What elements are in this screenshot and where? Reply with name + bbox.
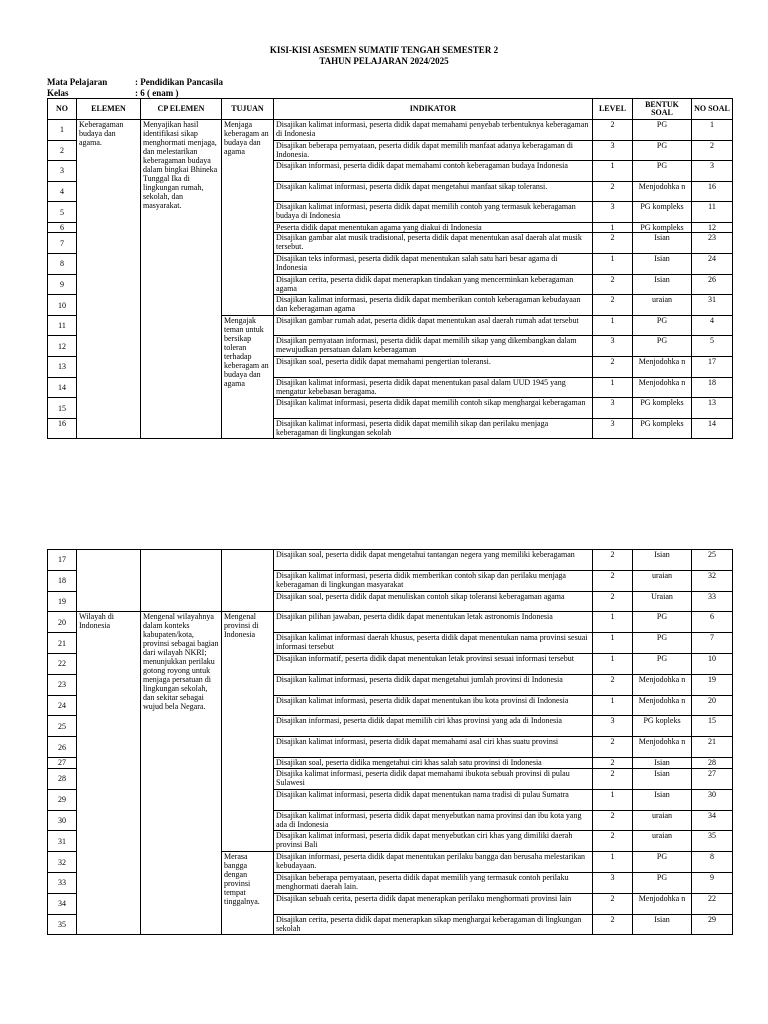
indicator-cell: Disajikan kalimat informasi, peserta didik memberikan contoh sikap dan perilaku menjaga keberagaman di lingkungan masyarakat [274,570,593,591]
indicator-cell: Disajika kalimat informasi, peserta didik dapat memahami ibukota sebuah provinsi di pulau Sulawesi [274,768,593,789]
indicator-cell: Disajikan informasi, peserta didik dapat menentukan perilaku bangga dan berusaha melestarikan kebudayaan. [274,852,593,873]
cp-cell: Menyajikan hasil identifikasi sikap menghormati menjaga, dan melestarikan keberagaman budaya dalam bingkai Bhineka Tunggal Ika di lingkungan rumah, sekolah, dan masyarakat. [141,120,222,439]
indicator-cell: Disajikan soal, peserta didik dapat menuliskan contoh sikap toleransi keberagaman agama [274,591,593,612]
elemen-cell: Keberagaman budaya dan agama. [77,120,141,439]
indicator-cell: Disajikan informasi, peserta didik dapat memahami contoh keberagaman budaya Indonesia [274,161,593,182]
level-cell: 2 [593,570,633,591]
level-cell: 3 [593,418,633,439]
nosoal-cell: 7 [692,633,733,654]
row-no: 13 [48,357,77,378]
row-no: 16 [48,418,77,439]
level-cell: 2 [593,274,633,295]
row-no: 15 [48,398,77,419]
nosoal-cell: 13 [692,398,733,419]
row-no: 28 [48,768,77,789]
class-label: Kelas [47,88,69,98]
row-no: 24 [48,695,77,716]
level-cell: 2 [593,831,633,852]
row-no: 7 [48,233,77,254]
row-no: 6 [48,222,77,233]
tujuan-cell: Menjaga keberagam an budaya dan agama [222,120,274,316]
elemen-cell-empty [77,550,141,612]
level-cell: 2 [593,768,633,789]
cp-cell: Mengenal wilayahnya dalam konteks kabupaten/kota, provinsi sebagai bagian dari wilayah NKRI; menunjukkan perilaku gotong royong untuk menjaga persatuan di lingkungan sekolah, dan sekitar sebagai wujud bela Negara. [141,612,222,935]
indicator-cell: Disajikan pilihan jawaban, peserta didik dapat menentukan letak astronomis Indonesia [274,612,593,633]
cp-cell-empty [141,550,222,612]
table-row [48,612,733,633]
row-no: 23 [48,674,77,695]
indicator-cell: Disajikan informatif, peserta didik dapat menentukan letak provinsi sesuai informasi tersebut [274,653,593,674]
bentuk-cell: Menjodohka n [633,181,692,202]
indicator-cell: Disajikan kalimat informasi, peserta didik dapat memberikan contoh keberagaman kebudayaan dan keberagaman agama [274,295,593,316]
row-no: 30 [48,810,77,831]
nosoal-cell: 16 [692,181,733,202]
row-no: 1 [48,120,77,141]
row-no: 2 [48,140,77,161]
nosoal-cell: 15 [692,716,733,737]
bentuk-cell: Isian [633,757,692,768]
row-no: 8 [48,254,77,275]
bentuk-cell: PG [633,653,692,674]
bentuk-cell: Menjodohka n [633,357,692,378]
level-cell: 1 [593,695,633,716]
bentuk-cell: PG [633,315,692,336]
bentuk-cell: PG [633,120,692,141]
level-cell: 2 [593,914,633,935]
indicator-cell: Disajikan pernyataan informasi, peserta didik dapat memilih sikap yang dikembangkan dalam mewujudkan persatuan dalam keberagaman [274,336,593,357]
bentuk-cell: Isian [633,274,692,295]
row-no: 33 [48,872,77,893]
bentuk-cell: uraian [633,295,692,316]
bentuk-cell: uraian [633,570,692,591]
level-cell: 3 [593,716,633,737]
bentuk-cell: Isian [633,789,692,810]
bentuk-cell: PG [633,872,692,893]
level-cell: 1 [593,161,633,182]
col-header-no: NO [48,99,77,120]
col-header-nosoal: NO SOAL [692,99,733,120]
elemen-cell: Wilayah di Indonesia [77,612,141,935]
bentuk-cell: uraian [633,810,692,831]
row-no: 20 [48,612,77,633]
subject-label: Mata Pelajaran [47,77,108,87]
document-subtitle: TAHUN PELAJARAN 2024/2025 [319,56,449,66]
level-cell: 2 [593,757,633,768]
indicator-cell: Disajikan soal, peserta didik dapat memahami pengertian toleransi. [274,357,593,378]
indicator-cell: Disajikan kalimat informasi, peserta didik dapat memilih sikap dan perilaku menjaga keberagaman di lingkungan sekolah [274,418,593,439]
col-header-level: LEVEL [593,99,633,120]
bentuk-cell: PG kompleks [633,202,692,223]
nosoal-cell: 2 [692,140,733,161]
bentuk-cell: PG [633,852,692,873]
indicator-cell: Disajikan informasi, peserta didik dapat memilih ciri khas provinsi yang ada di Indonesia [274,716,593,737]
indicator-cell: Disajikan kalimat informasi, peserta didik dapat memahami penyebab terbentuknya keberagaman di Indonesia [274,120,593,141]
indicator-cell: Disajikan kalimat informasi, peserta didik dapat mengetahui jumlah provinsi di Indonesia [274,674,593,695]
indicator-cell: Disajikan kalimat informasi, peserta didik dapat menentukan pasal dalam UUD 1945 yang mengatur kebebasan beragama. [274,377,593,398]
bentuk-cell: PG [633,336,692,357]
row-no: 29 [48,789,77,810]
row-no: 25 [48,716,77,737]
col-header-cp: CP ELEMEN [141,99,222,120]
row-no: 32 [48,852,77,873]
bentuk-cell: Menjodohka n [633,737,692,758]
nosoal-cell: 18 [692,377,733,398]
grid-table-page2 [47,549,733,935]
nosoal-cell: 32 [692,570,733,591]
level-cell: 3 [593,140,633,161]
col-header-elemen: ELEMEN [77,99,141,120]
row-no: 27 [48,757,77,768]
nosoal-cell: 23 [692,233,733,254]
level-cell: 1 [593,789,633,810]
level-cell: 2 [593,233,633,254]
bentuk-cell: Menjodohka n [633,377,692,398]
col-header-bentuk: BENTUK SOAL [633,99,692,120]
nosoal-cell: 33 [692,591,733,612]
indicator-cell: Disajikan cerita, peserta didik dapat menerapkan tindakan yang mencerminkan keberagaman agama [274,274,593,295]
indicator-cell: Disajikan kalimat informasi, peserta didik dapat menentukan nama tradisi di pulau Sumatra [274,789,593,810]
level-cell: 2 [593,357,633,378]
nosoal-cell: 20 [692,695,733,716]
level-cell: 1 [593,377,633,398]
level-cell: 2 [593,810,633,831]
row-no: 21 [48,633,77,654]
row-no: 5 [48,202,77,223]
bentuk-cell: PG [633,161,692,182]
level-cell: 1 [593,612,633,633]
level-cell: 2 [593,295,633,316]
nosoal-cell: 30 [692,789,733,810]
tujuan-cell-empty [222,550,274,612]
level-cell: 2 [593,120,633,141]
indicator-cell: Disajikan soal, peserta didik dapat mengetahui tantangan negera yang memiliki keberagaman [274,550,593,571]
row-no: 35 [48,914,77,935]
level-cell: 1 [593,254,633,275]
nosoal-cell: 3 [692,161,733,182]
indicator-cell: Peserta didik dapat menentukan agama yang diakui di Indonesia [274,222,593,233]
tujuan-cell: Merasa bangga dengan provinsi tempat tinggalnya. [222,852,274,935]
row-no: 18 [48,570,77,591]
indicator-cell: Disajikan kalimat informasi, peserta didik dapat menyebutkan nama provinsi dan ibu kota yang ada di Indonesia [274,810,593,831]
nosoal-cell: 17 [692,357,733,378]
document-title: KISI-KISI ASESMEN SUMATIF TENGAH SEMESTER 2 [269,45,499,55]
nosoal-cell: 29 [692,914,733,935]
level-cell: 3 [593,336,633,357]
row-no: 4 [48,181,77,202]
row-no: 14 [48,377,77,398]
nosoal-cell: 5 [692,336,733,357]
bentuk-cell: PG kompleks [633,398,692,419]
nosoal-cell: 8 [692,852,733,873]
nosoal-cell: 31 [692,295,733,316]
bentuk-cell: PG kompleks [633,222,692,233]
indicator-cell: Disajikan kalimat informasi, peserta didik dapat memilih contoh sikap menghargai keberagaman [274,398,593,419]
bentuk-cell: PG kompleks [633,418,692,439]
tujuan-cell: Mengenal provinsi di Indonesia [222,612,274,852]
table-row [48,120,733,141]
nosoal-cell: 35 [692,831,733,852]
indicator-cell: Disajikan kalimat informasi, peserta didik dapat mengetahui manfaat sikap toleransi. [274,181,593,202]
row-no: 22 [48,653,77,674]
bentuk-cell: Isian [633,233,692,254]
nosoal-cell: 12 [692,222,733,233]
indicator-cell: Disajikan soal, peserta didika mengetahui ciri khas salah satu provinsi di Indonesia [274,757,593,768]
bentuk-cell: PG [633,140,692,161]
row-no: 31 [48,831,77,852]
bentuk-cell: Uraian [633,591,692,612]
nosoal-cell: 28 [692,757,733,768]
indicator-cell: Disajikan sebuah cerita, peserta didik dapat menerapkan perilaku menghormati provinsi lain [274,893,593,914]
indicator-cell: Disajikan kalimat informasi daerah khusus, peserta didik dapat menentukan nama provinsi sesuai informasi tersebut [274,633,593,654]
col-header-tujuan: TUJUAN [222,99,274,120]
bentuk-cell: Menjodohka n [633,893,692,914]
level-cell: 1 [593,852,633,873]
class-value: : 6 ( enam ) [135,88,179,98]
row-no: 17 [48,550,77,571]
bentuk-cell: uraian [633,831,692,852]
indicator-cell: Disajikan beberapa pernyataan, peserta didik dapat memilih manfaat adanya keberagaman di Indonesia. [274,140,593,161]
nosoal-cell: 6 [692,612,733,633]
indicator-cell: Disajikan kalimat informasi, peserta didik dapat menyebutkan ciri khas yang dimiliki daerah provinsi Bali [274,831,593,852]
nosoal-cell: 24 [692,254,733,275]
bentuk-cell: Isian [633,550,692,571]
level-cell: 3 [593,872,633,893]
bentuk-cell: Isian [633,254,692,275]
indicator-cell: Disajikan teks informasi, peserta didik dapat menentukan salah satu hari besar agama di Indonesia [274,254,593,275]
level-cell: 2 [593,591,633,612]
bentuk-cell: PG kopleks [633,716,692,737]
indicator-cell: Disajikan gambar rumah adat, peserta didik dapat menentukan asal daerah rumah adat tersebut [274,315,593,336]
nosoal-cell: 26 [692,274,733,295]
row-no: 19 [48,591,77,612]
col-header-indikator: INDIKATOR [274,99,593,120]
bentuk-cell: Isian [633,768,692,789]
tujuan-cell: Mengajak teman untuk bersikap toleran terhadap keberagam an budaya dan agama [222,315,274,439]
row-no: 11 [48,315,77,336]
bentuk-cell: Menjodohka n [633,695,692,716]
level-cell: 2 [593,181,633,202]
row-no: 10 [48,295,77,316]
indicator-cell: Disajikan kalimat informasi, peserta didik dapat menentukan ibu kota provinsi di Indonesia [274,695,593,716]
level-cell: 2 [593,893,633,914]
row-no: 26 [48,737,77,758]
nosoal-cell: 27 [692,768,733,789]
nosoal-cell: 19 [692,674,733,695]
level-cell: 3 [593,398,633,419]
level-cell: 2 [593,550,633,571]
class-line [47,88,179,98]
nosoal-cell: 22 [692,893,733,914]
row-no: 34 [48,893,77,914]
nosoal-cell: 34 [692,810,733,831]
level-cell: 2 [593,674,633,695]
nosoal-cell: 9 [692,872,733,893]
level-cell: 3 [593,202,633,223]
row-no: 12 [48,336,77,357]
row-no: 3 [48,161,77,182]
nosoal-cell: 25 [692,550,733,571]
nosoal-cell: 4 [692,315,733,336]
grid-table-page1 [47,98,733,439]
nosoal-cell: 11 [692,202,733,223]
level-cell: 1 [593,222,633,233]
level-cell: 1 [593,633,633,654]
indicator-cell: Disajikan kalimat informasi, peserta didik dapat memilih contoh yang termasuk keberagaman budaya di Indonesia [274,202,593,223]
bentuk-cell: Isian [633,914,692,935]
bentuk-cell: PG [633,612,692,633]
indicator-cell: Disajikan beberapa pernyataan, peserta didik dapat memilih yang termasuk contoh perilaku menghormati daerah lain. [274,872,593,893]
subject-line [47,77,223,87]
nosoal-cell: 10 [692,653,733,674]
level-cell: 2 [593,737,633,758]
bentuk-cell: PG [633,633,692,654]
bentuk-cell: Menjodohka n [633,674,692,695]
indicator-cell: Disajikan cerita, peserta didik dapat menerapkan sikap menghargai keberagaman di lingkungan sekolah [274,914,593,935]
nosoal-cell: 21 [692,737,733,758]
table-row [48,550,733,571]
nosoal-cell: 14 [692,418,733,439]
row-no: 9 [48,274,77,295]
level-cell: 1 [593,315,633,336]
nosoal-cell: 1 [692,120,733,141]
indicator-cell: Disajikan kalimat informasi, peserta didik dapat memahami asal ciri khas suatu provinsi [274,737,593,758]
indicator-cell: Disajikan gambar alat musik tradisional, peserta didik dapat menentukan asal daerah alat musik tersebut. [274,233,593,254]
level-cell: 1 [593,653,633,674]
subject-value: : Pendidikan Pancasila [135,77,224,87]
